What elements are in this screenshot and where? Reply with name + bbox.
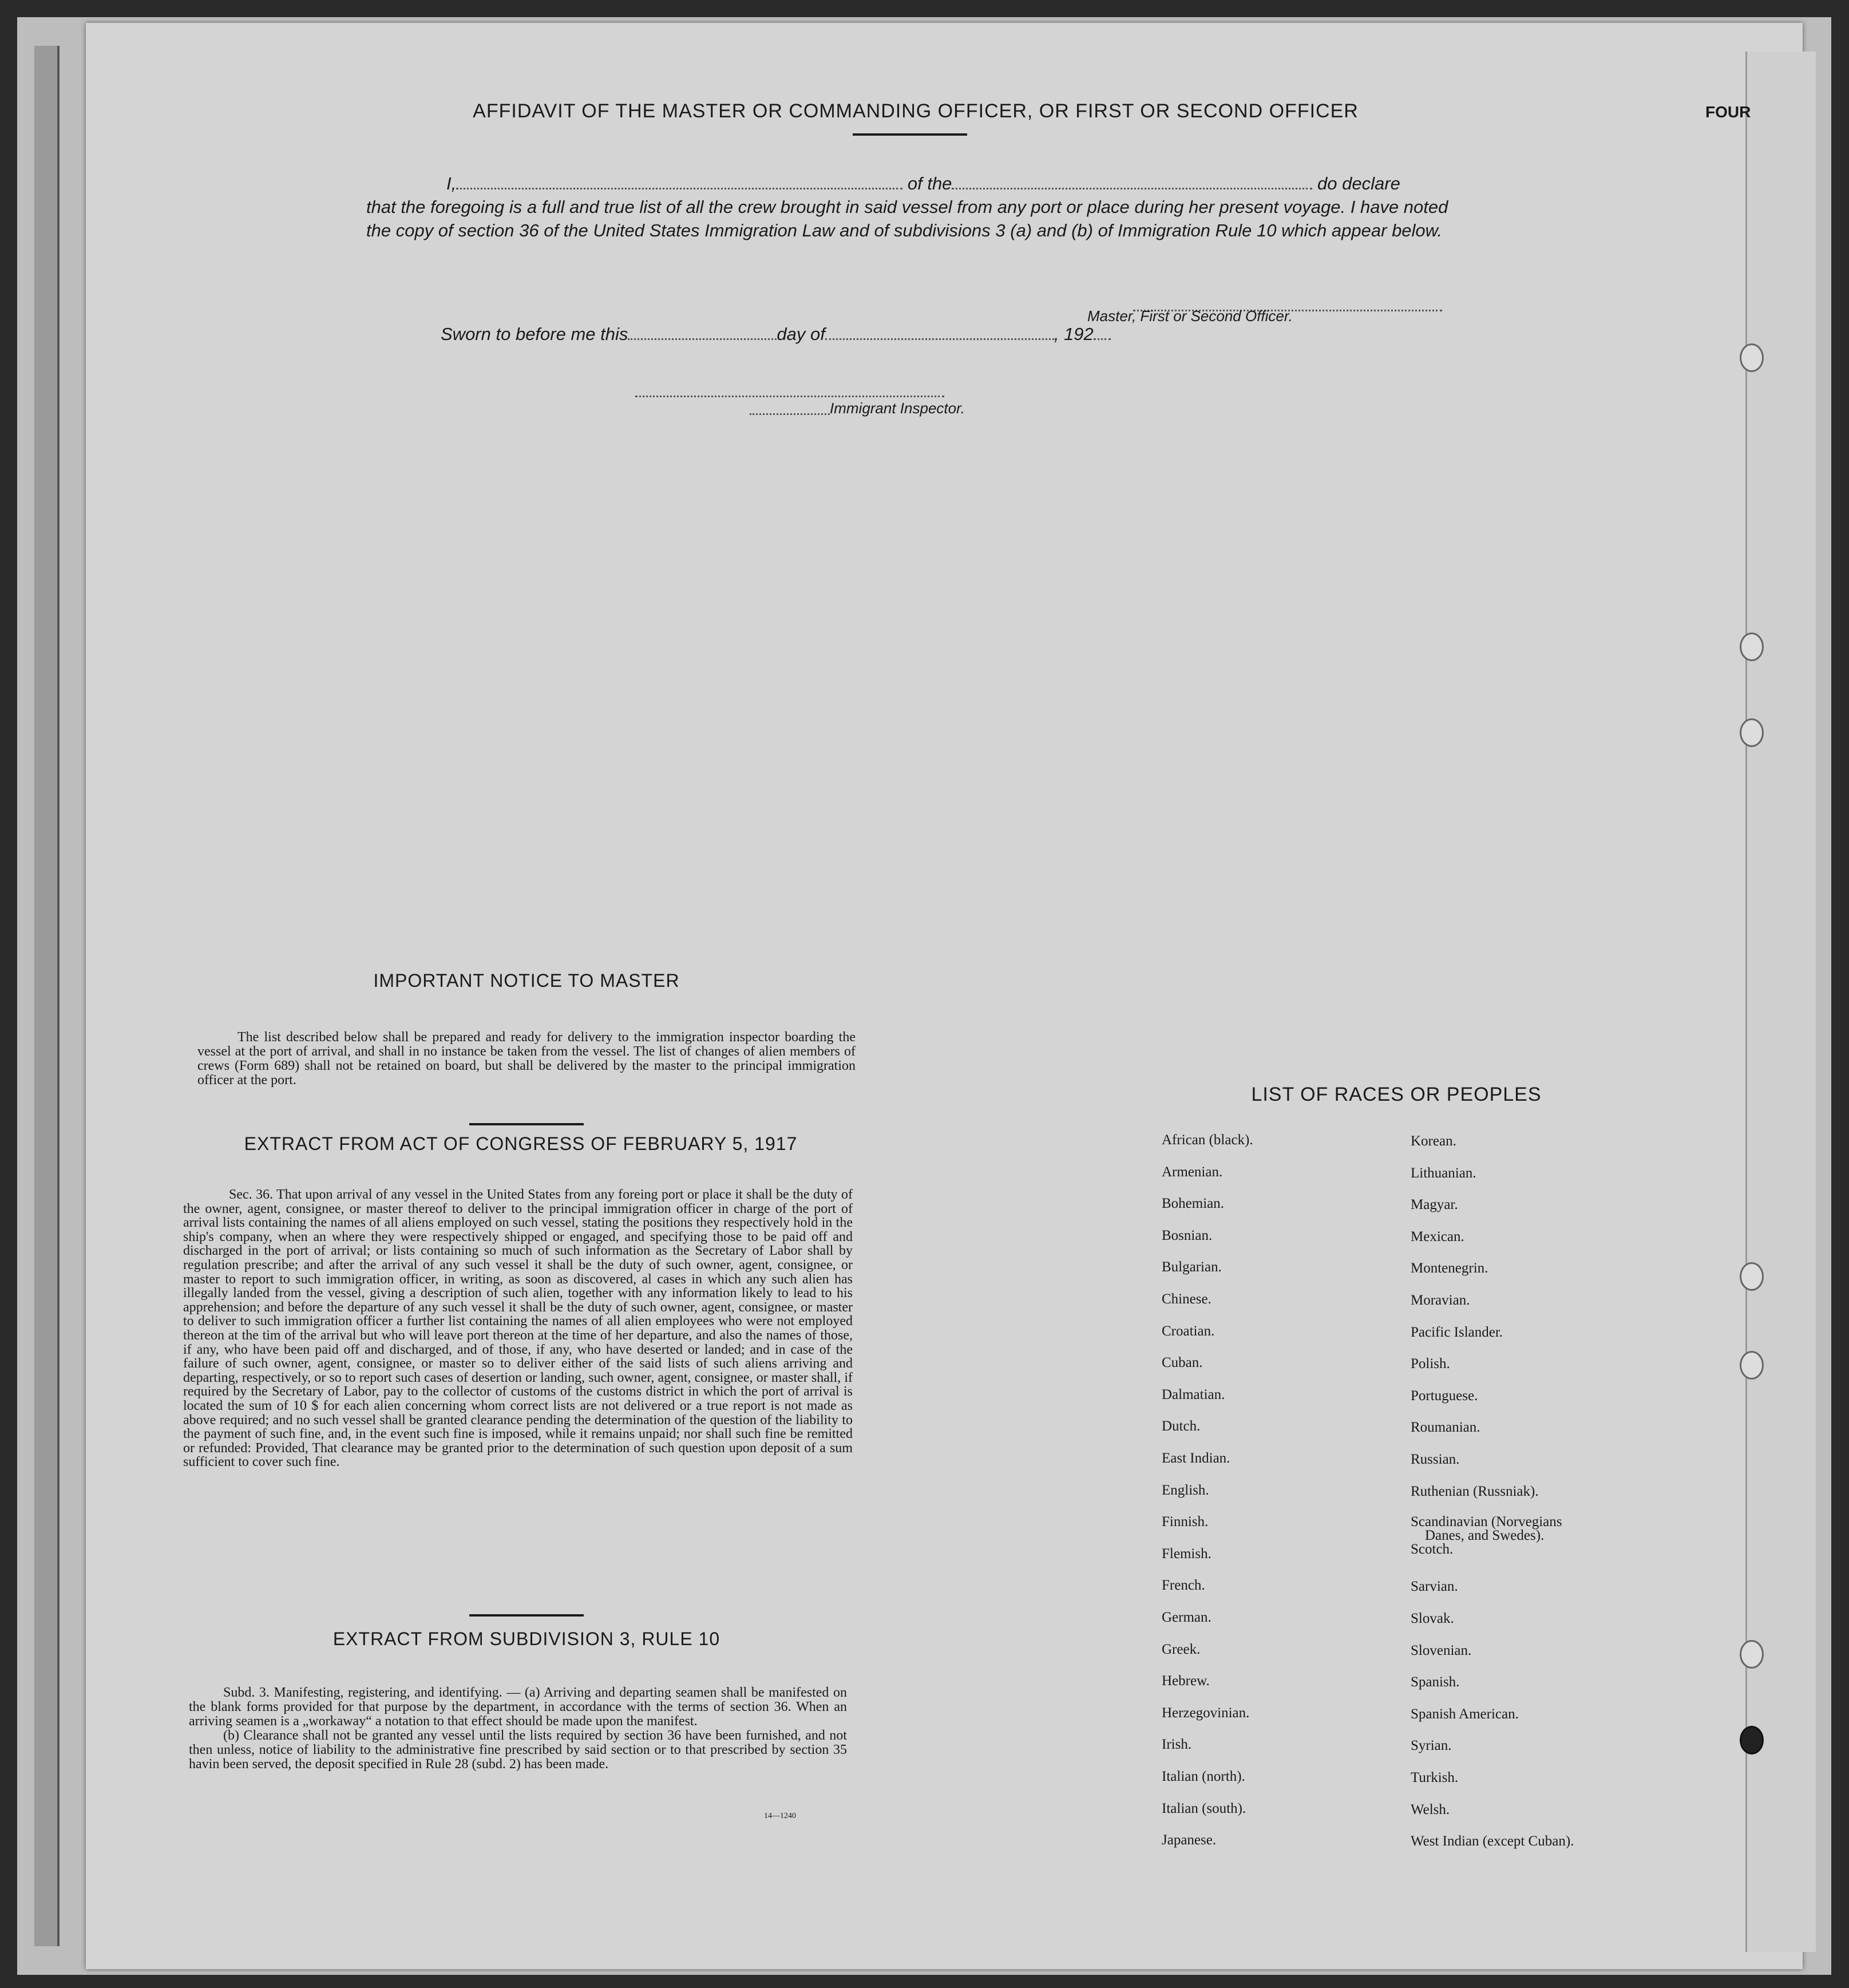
race-item: Armenian. <box>1162 1164 1223 1180</box>
document-page <box>86 23 1803 1969</box>
race-item: Montenegrin. <box>1411 1260 1488 1276</box>
race-item: African (black). <box>1162 1132 1253 1148</box>
affidavit-statement: that the foregoing is a full and true list of all the crew brought in said vessel from any port or place during her present voyage. I have noted the copy of section 36 of the United States Immigration Law and of subdivisions 3 (a) and (b) of Immigration Rule 10 which appear below. <box>366 197 1448 240</box>
race-item: Dutch. <box>1162 1418 1201 1434</box>
race-item: Cuban. <box>1162 1355 1203 1371</box>
sworn-date-blank <box>628 323 777 340</box>
inspector-signature-blank <box>635 381 944 397</box>
sworn-day: day of <box>777 324 825 344</box>
name-blank <box>456 173 902 189</box>
race-item: Hebrew. <box>1162 1673 1210 1689</box>
race-item: Spanish. <box>1411 1674 1460 1690</box>
affidavit-i: I, <box>446 173 457 193</box>
race-item: French. <box>1162 1578 1205 1594</box>
subdivision-3-text <box>189 1686 847 1772</box>
race-item: Bulgarian. <box>1162 1259 1222 1275</box>
affidavit-body <box>366 172 1454 242</box>
race-item: Korean. <box>1411 1133 1456 1149</box>
race-item: Slovak. <box>1411 1611 1454 1626</box>
race-item: Slovenian. <box>1411 1642 1472 1658</box>
race-item: Sarvian. <box>1411 1579 1458 1595</box>
race-item: Lithuanian. <box>1411 1165 1476 1181</box>
sworn-year-blank <box>1094 323 1111 340</box>
race-item: Roumanian. <box>1411 1420 1480 1436</box>
race-item: West Indian (except Cuban). <box>1411 1833 1574 1849</box>
race-item: Moravian. <box>1411 1293 1470 1308</box>
race-item: Portuguese. <box>1411 1388 1478 1404</box>
race-item: Japanese. <box>1162 1832 1217 1848</box>
race-item: Syrian. <box>1411 1738 1452 1754</box>
signature-caption: Master, First or Second Officer. <box>1087 307 1293 325</box>
race-item: Polish. <box>1411 1356 1450 1372</box>
race-item: Pacific Islander. <box>1411 1324 1503 1340</box>
race-item: Bohemian. <box>1162 1196 1225 1212</box>
section-36-text: Sec. 36. That upon arrival of any vessel in the United States from any foreing port or place it shall be the duty of the owner, agent, consignee, or master thereof to deliver to the principal immigration officer in charge of the port of arrival lists containing the names of all aliens employed on such vessel, stating the positions they respectively hold in the ship's company, when an where they were respectively shipped or engaged, and specifying those to be paid off and discharged in the port of arrival; or lists containing so much of such information as the Secretary of Labor shall by regulation prescribe; and after the arrival of any such vessel it shall be the duty of such owner, agent, consignee, or master to report to such immigration officer, in writing, as soon as discovered, al cases in which any such alien has illegally landed from the vessel, giving a description of such alien, together with any information likely to lead to his apprehension; and before the departure of any such vessel it shall be the duty of such owner, agent, consignee, or master to deliver to such immigration officer a further list containing the names of all alien employees who were not employed thereon at the tim of the arrival but who will leave port thereon at the time of her departure, and also the names of those, if any, who have been paid off and discharged, and of those, if any, who have deserted or landed; and in case of the failure of such owner, agent, consignee, or master so to deliver either of the said lists of such aliens arriving and departing, respectively, or so to report such cases of desertion or landing, such owner, agent, consignee, or master shall, if required by the Secretary of Labor, pay to the collector of customs of the customs district in which the port of arrival is located the sum of 10 $ for each alien concerning whom correct lists are not delivered or a true report is not made as above required; and no such vessel shall be granted clearance pending the determination of the question of the liability to the payment of such fine, and, in the event such fine is imposed, while it remains unpaid; nor shall such fine be remitted or refunded: Provided, That clearance may be granted prior to the determination of such question upon deposit of a sum sufficient to cover such fine. <box>183 1187 853 1470</box>
affidavit-first-line <box>366 172 1454 195</box>
race-item: German. <box>1162 1610 1211 1625</box>
race-item: English. <box>1162 1482 1209 1498</box>
sworn-month-blank <box>825 323 1054 340</box>
punch-hole <box>1740 1640 1764 1669</box>
race-item: Magyar. <box>1411 1197 1458 1213</box>
race-item: Italian (south). <box>1162 1800 1246 1816</box>
punch-hole <box>1740 718 1764 747</box>
punch-hole <box>1740 1726 1764 1754</box>
act-rule <box>469 1123 584 1125</box>
race-item: Croatian. <box>1162 1323 1215 1339</box>
sworn-year: , 192 <box>1054 324 1094 344</box>
notice-title: IMPORTANT NOTICE TO MASTER <box>373 970 680 991</box>
inspector-caption: Immigrant Inspector. <box>830 400 965 417</box>
sworn-prefix: Sworn to before me this <box>441 324 628 344</box>
race-item: Welsh. <box>1411 1801 1450 1817</box>
subdivision-para-b: (b) Clearance shall not be granted any vessel until the lists required by section 36 have been furnished, and not then unless, notice of liability to the administrative fine prescribed by said section or to that prescribed by section 35 havin been served, the deposit specified in Rule 28 (subd. 2) has been made. <box>189 1728 847 1772</box>
rule-rule <box>469 1614 584 1617</box>
race-item: Dalmatian. <box>1162 1386 1225 1402</box>
affidavit-declare: do declare <box>1317 173 1400 193</box>
affidavit-of-the: of the <box>907 173 952 193</box>
race-item: Irish. <box>1162 1737 1192 1753</box>
race-item: Bosnian. <box>1162 1227 1213 1243</box>
notice-text: The list described below shall be prepared and ready for delivery to the immigration inspector boarding the vessel at the port of arrival, and shall in no instance be taken from the vessel. The list of changes of alien members of crews (Form 689) shall not be retained on board, but shall be delivered by the master to the principal immigration officer at the port. <box>197 1030 856 1088</box>
race-item: East Indian. <box>1162 1451 1230 1466</box>
race-item: Chinese. <box>1162 1291 1211 1307</box>
race-item: Russian. <box>1411 1452 1460 1467</box>
punch-hole <box>1740 1351 1764 1380</box>
punch-hole <box>1740 1262 1764 1291</box>
race-item: Flemish. <box>1162 1546 1211 1562</box>
sworn-line <box>441 323 1111 345</box>
race-item: Ruthenian (Russniak). <box>1411 1483 1539 1499</box>
affidavit-title: AFFIDAVIT OF THE MASTER OR COMMANDING OFFICER, OR FIRST OR SECOND OFFICER <box>473 100 1359 122</box>
title-underline <box>853 133 967 136</box>
race-item: Herzegovinian. <box>1162 1705 1250 1721</box>
race-item: Turkish. <box>1411 1770 1459 1785</box>
form-number: 14—1240 <box>764 1812 796 1820</box>
race-item: Italian (north). <box>1162 1769 1245 1784</box>
race-item: Finnish. <box>1162 1514 1209 1530</box>
page-label: FOUR <box>1705 103 1751 121</box>
race-item: Greek. <box>1162 1641 1201 1657</box>
vessel-blank <box>952 173 1312 189</box>
race-item: Scandinavian (Norvegians Danes, and Swedes). <box>1411 1514 1562 1544</box>
race-item: Mexican. <box>1411 1228 1464 1244</box>
punch-hole <box>1740 343 1764 372</box>
punch-hole <box>1740 633 1764 661</box>
rule-extract-title: EXTRACT FROM SUBDIVISION 3, RULE 10 <box>332 1629 720 1649</box>
act-extract-title: EXTRACT FROM ACT OF CONGRESS OF FEBRUARY 5, 1917 <box>244 1133 798 1154</box>
races-title: LIST OF RACES OR PEOPLES <box>1251 1084 1542 1105</box>
binding-strip <box>34 46 60 1946</box>
subdivision-para-a: Subd. 3. Manifesting, registering, and identifying. — (a) Arriving and departing seamen shall be manifested on the blank forms provided for that purpose by the department, in accordance with the terms of section 36. When an arriving seamen is a „workaway“ a notation to that effect should be made upon the manifest. <box>189 1685 847 1729</box>
inspector-lead-dots <box>750 402 830 415</box>
race-item: Spanish American. <box>1411 1706 1519 1722</box>
race-item: Scotch. <box>1411 1542 1454 1558</box>
